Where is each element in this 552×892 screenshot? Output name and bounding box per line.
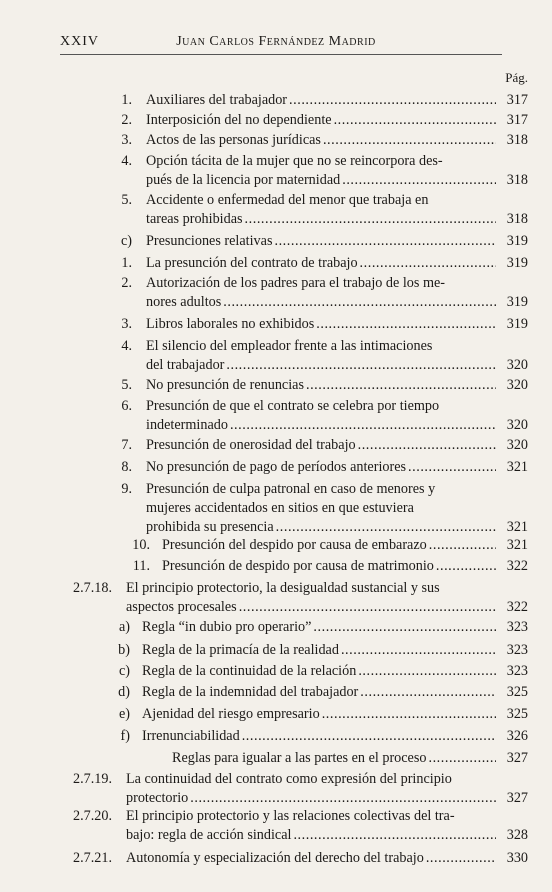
toc-page-number: 323 (506, 642, 528, 658)
leader-dots (408, 459, 496, 476)
leader-dots (293, 827, 496, 844)
toc-entry (172, 750, 528, 767)
running-head-author: Juan Carlos Fernández Madrid (176, 34, 376, 49)
toc-entry-text: Autorización de los padres para el trabajo de los me- (146, 275, 446, 291)
toc-entry (121, 92, 528, 109)
toc-entry-number: 7. (121, 437, 132, 453)
leader-dots (428, 750, 496, 767)
toc-entry-number: 3. (121, 316, 132, 332)
leader-dots (426, 850, 496, 867)
toc-page-number: 325 (506, 684, 528, 700)
leader-dots (323, 132, 496, 149)
toc-entry (121, 437, 528, 454)
toc-entry-number: 6. (121, 398, 132, 414)
toc-entry-number: c) (118, 663, 130, 679)
toc-page-number: 318 (506, 172, 528, 188)
leader-dots (429, 537, 496, 554)
toc-entry-text: No presunción de renuncias (146, 377, 304, 393)
toc-entry-text: El principio protectorio y las relaciones colectivas del tra- (126, 808, 455, 824)
toc-entry-text: Presunción de culpa patronal en caso de menores y (146, 481, 436, 497)
leader-dots (190, 790, 496, 807)
toc-entry (121, 112, 528, 129)
toc-entry-text: prohibida su presencia (146, 519, 274, 535)
leader-dots (316, 316, 496, 333)
toc-entry (121, 398, 528, 434)
toc-entry-number: 4. (121, 338, 132, 354)
toc-page-number: 318 (506, 132, 528, 148)
toc-page-number: 323 (506, 619, 528, 635)
toc-page-number: 319 (506, 316, 528, 332)
toc-entry (72, 850, 528, 867)
toc-page-number: 320 (506, 417, 528, 433)
leader-dots (274, 233, 496, 250)
toc-page-number: 317 (506, 112, 528, 128)
toc-page-number: 318 (506, 211, 528, 227)
toc-page-number: 319 (506, 255, 528, 271)
toc-entry (120, 728, 528, 745)
leader-dots (230, 417, 496, 434)
leader-dots (306, 377, 496, 394)
leader-dots (289, 92, 496, 109)
leader-dots (334, 112, 496, 129)
toc-entry-text: Autonomía y especialización del derecho del trabajo (126, 850, 424, 866)
toc-page-number: 322 (506, 599, 528, 615)
toc-entry-number: 4. (121, 153, 132, 169)
toc-entry (72, 808, 528, 844)
toc-entry-number: 2. (121, 112, 132, 128)
toc-entry (121, 153, 528, 189)
toc-entry-text: Accidente o enfermedad del menor que trabaja en (146, 192, 429, 208)
toc-entry-text: Interposición del no dependiente (146, 112, 332, 128)
leader-dots (436, 558, 496, 575)
toc-entry-text: Presunción del despido por causa de embarazo (162, 537, 427, 553)
toc-entry-text: Regla de la indemnidad del trabajador (142, 684, 359, 700)
toc-entry-number: 2.7.18. (72, 580, 112, 596)
toc-entry (120, 233, 528, 250)
leader-dots (342, 172, 496, 189)
toc-entry-text: La presunción del contrato de trabajo (146, 255, 358, 271)
toc-page-number: 325 (506, 706, 528, 722)
toc-entry-text: pués de la licencia por maternidad (146, 172, 341, 188)
toc-entry-text: tareas prohibidas (146, 211, 243, 227)
toc-entry-text: Opción tácita de la mujer que no se reincorpora des- (146, 153, 443, 169)
toc-entry (118, 684, 528, 701)
toc-entry-number: 2.7.20. (72, 808, 112, 824)
page-column-label: Pág. (505, 70, 528, 85)
toc-page-number: 321 (506, 459, 528, 475)
toc-page-number: 321 (506, 537, 528, 553)
toc-page-number: 327 (506, 790, 528, 806)
toc-entry (118, 663, 528, 680)
toc-page-number: 326 (506, 728, 528, 744)
toc-entry-number: 2. (121, 275, 132, 291)
toc-entry-text: No presunción de pago de períodos anteriores (146, 459, 407, 475)
leader-dots (322, 706, 496, 723)
toc-entry-number: 5. (121, 192, 132, 208)
toc-entry (118, 619, 528, 636)
toc-entry (121, 316, 528, 333)
toc-entry-text: protectorio (126, 790, 189, 806)
toc-entry (121, 377, 528, 394)
toc-entry (132, 537, 528, 554)
toc-entry-text: nores adultos (146, 294, 222, 310)
leader-dots (313, 619, 496, 636)
page-number-roman: XXIV (60, 34, 99, 49)
toc-entry-text: Ajenidad del riesgo empresario (142, 706, 320, 722)
toc-entry-text: Reglas para igualar a las partes en el proceso (172, 750, 427, 766)
toc-page-number: 321 (506, 519, 528, 535)
toc-entry-text: El principio protectorio, la desigualdad sustancial y sus (126, 580, 440, 596)
leader-dots (360, 684, 496, 701)
toc-entry-number: 8. (121, 459, 132, 475)
toc-entry-text: Regla de la continuidad de la relación (142, 663, 357, 679)
leader-dots (223, 294, 496, 311)
toc-entry-number: 1. (121, 92, 132, 108)
toc-entry-number: 10. (132, 537, 150, 553)
toc-page-number: 322 (506, 558, 528, 574)
toc-entry (72, 580, 528, 616)
toc-page-number: 328 (506, 827, 528, 843)
toc-entry-number: 11. (132, 558, 150, 574)
toc-entry-text: del trabajador (146, 357, 225, 373)
toc-page-number: 319 (506, 294, 528, 310)
leader-dots (358, 437, 496, 454)
toc-entry-number: 2.7.19. (72, 771, 112, 787)
toc-entry-text: Regla de la primacía de la realidad (142, 642, 339, 658)
toc-entry-text: Auxiliares del trabajador (146, 92, 288, 108)
toc-entry-number: a) (118, 619, 130, 635)
header-rule (60, 54, 502, 55)
toc-entry-text: Presunción de onerosidad del trabajo (146, 437, 356, 453)
toc-entry-text: aspectos procesales (126, 599, 237, 615)
toc-page-number: 323 (506, 663, 528, 679)
toc-entry (121, 255, 528, 272)
toc-entry-number: 3. (121, 132, 132, 148)
toc-page-number: 320 (506, 357, 528, 373)
toc-entry-text: El silencio del empleador frente a las intimaciones (146, 338, 433, 354)
toc-entry-text: mujeres accidentados en sitios en que estuviera (146, 500, 414, 516)
toc-entry (72, 771, 528, 807)
leader-dots (245, 211, 496, 228)
toc-page-number: 320 (506, 437, 528, 453)
toc-entry-number: f) (120, 728, 130, 744)
toc-entry-number: b) (118, 642, 130, 658)
leader-dots (226, 357, 496, 374)
toc-entry-text: La continuidad del contrato como expresión del principio (126, 771, 452, 787)
leader-dots (358, 663, 496, 680)
toc-entry-number: 5. (121, 377, 132, 393)
toc-entry-text: Irrenunciabilidad (142, 728, 240, 744)
toc-entry-text: Actos de las personas jurídicas (146, 132, 321, 148)
toc-entry (121, 132, 528, 149)
toc-entry-number: e) (118, 706, 130, 722)
toc-entry-text: bajo: regla de acción sindical (126, 827, 292, 843)
toc-entry (118, 642, 528, 659)
toc-entry-text: Libros laborales no exhibidos (146, 316, 315, 332)
leader-dots (239, 599, 496, 616)
toc-page-number: 330 (506, 850, 528, 866)
toc-entry (121, 275, 528, 311)
toc-entry (121, 481, 528, 536)
toc-entry (121, 338, 528, 374)
toc-entry-number: 2.7.21. (72, 850, 112, 866)
toc-entry-text: Presunciones relativas (146, 233, 273, 249)
toc-page-number: 319 (506, 233, 528, 249)
toc-entry (132, 558, 528, 575)
toc-entry-text: indeterminado (146, 417, 228, 433)
toc-page-number: 320 (506, 377, 528, 393)
toc-entry-number: c) (120, 233, 132, 249)
toc-entry-text: Presunción de despido por causa de matrimonio (162, 558, 434, 574)
toc-page-number: 317 (506, 92, 528, 108)
toc-entry-text: Presunción de que el contrato se celebra por tiempo (146, 398, 440, 414)
leader-dots (276, 519, 496, 536)
leader-dots (242, 728, 496, 745)
leader-dots (341, 642, 496, 659)
toc-entry (118, 706, 528, 723)
toc-entry-number: d) (118, 684, 130, 700)
leader-dots (360, 255, 496, 272)
toc-entry-text: Regla “in dubio pro operario” (142, 619, 312, 635)
toc-entry (121, 192, 528, 228)
toc-entry-number: 9. (121, 481, 132, 497)
toc-entry-number: 1. (121, 255, 132, 271)
toc-page-number: 327 (506, 750, 528, 766)
toc-entry (121, 459, 528, 476)
